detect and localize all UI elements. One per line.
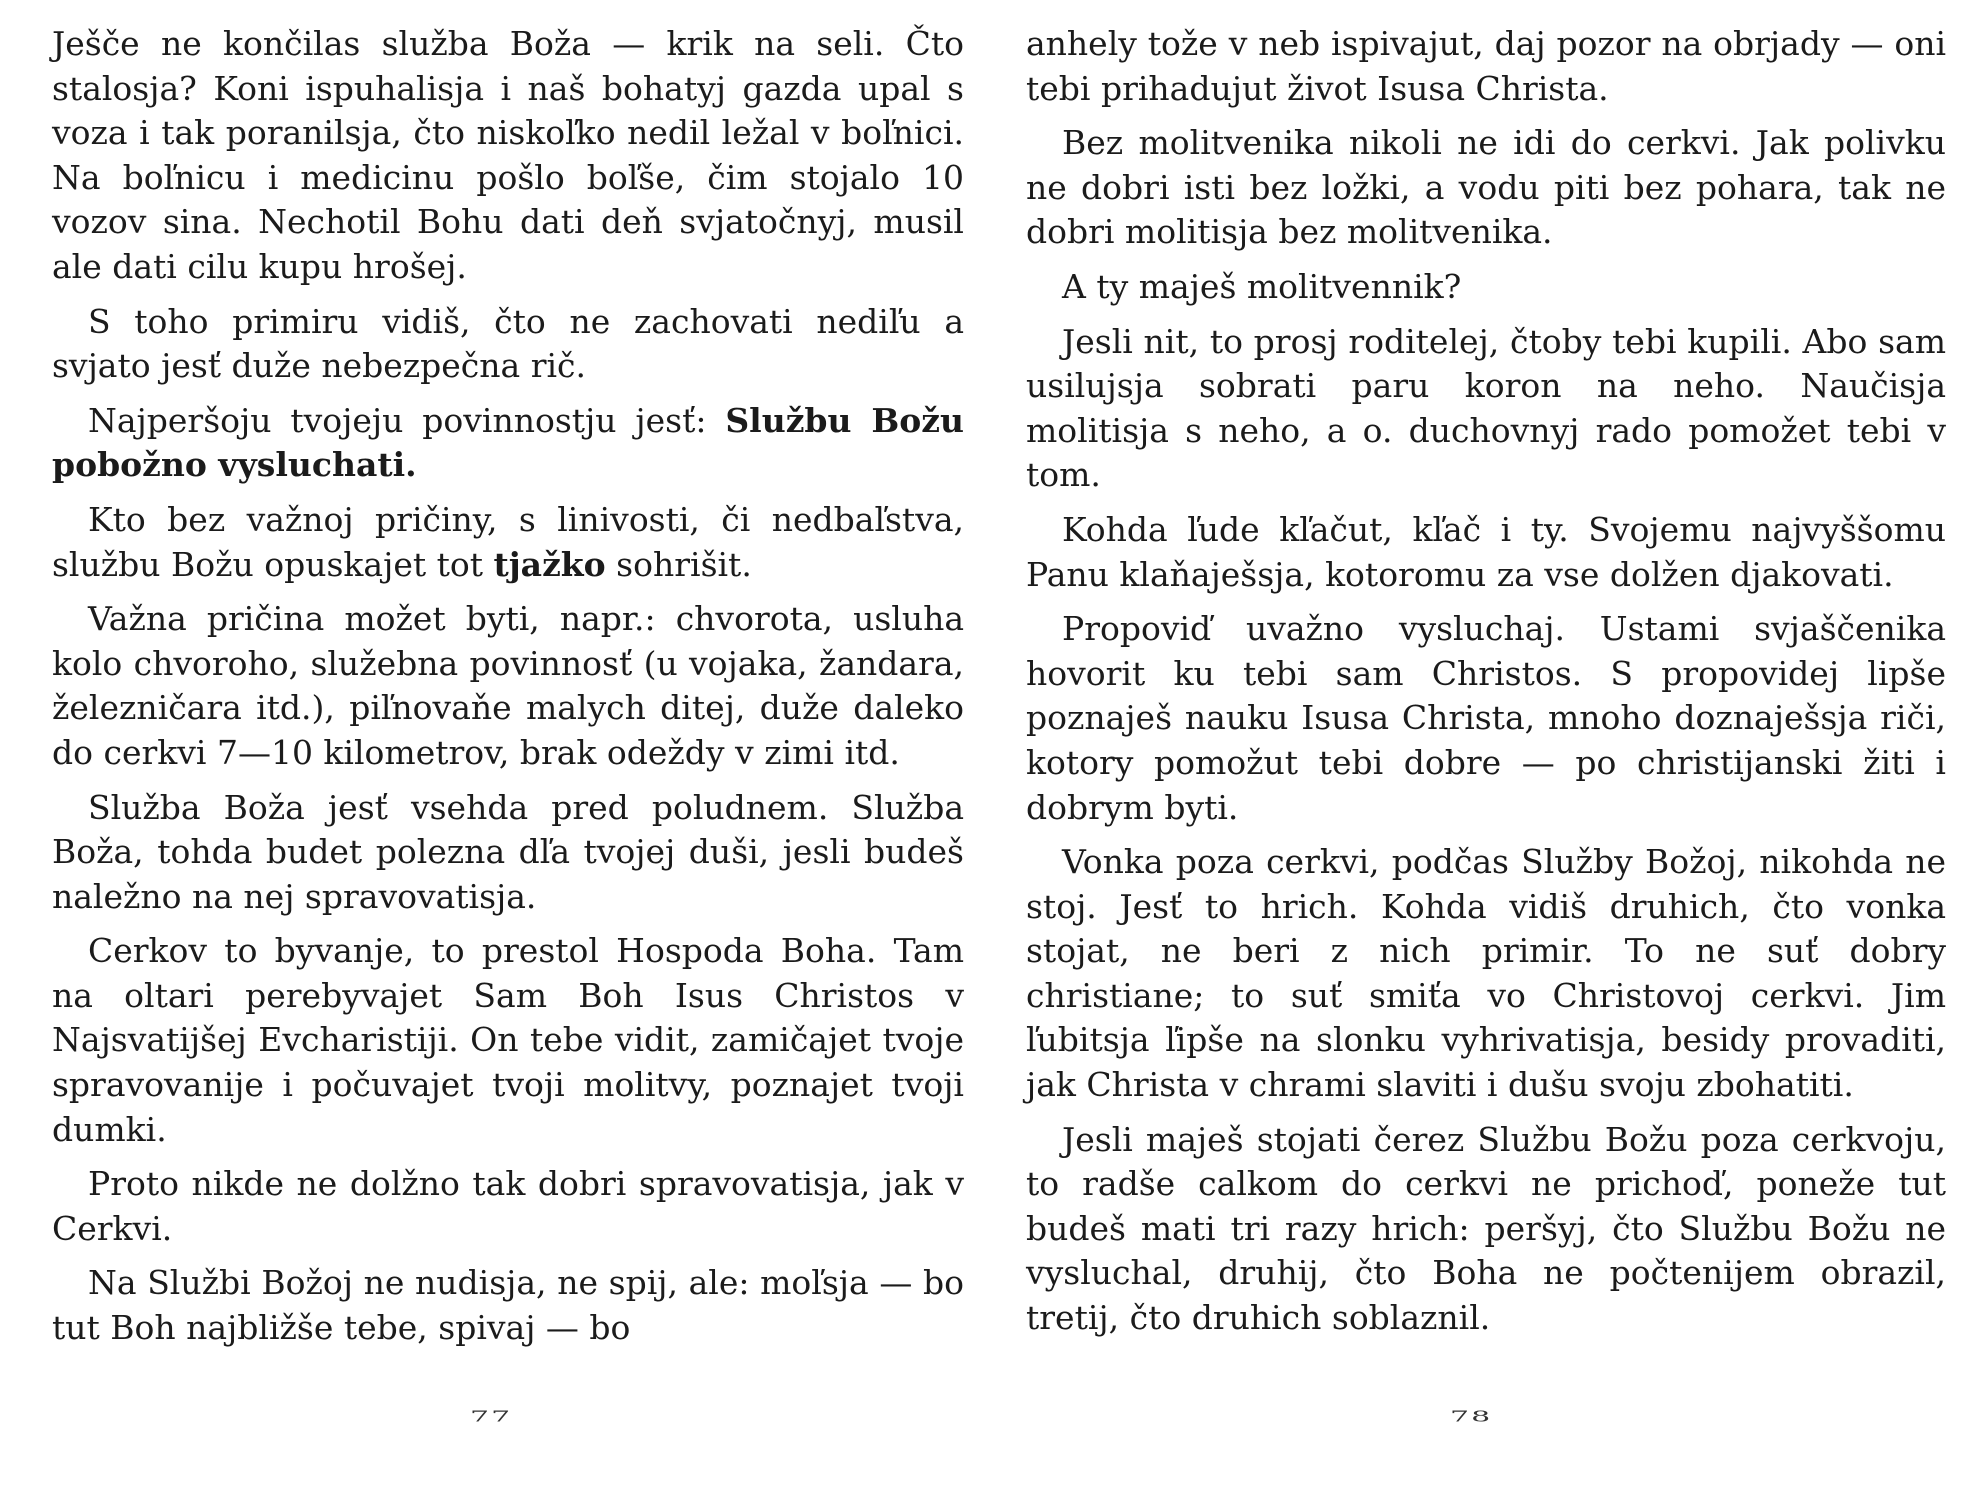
paragraph-text: Proto nikde ne dolžno tak dobri spravovatisja, jak v Cerkvi. (52, 1164, 964, 1248)
emphasized-text: tjažko (493, 544, 606, 584)
paragraph (1026, 840, 1946, 1108)
paragraph (1026, 22, 1946, 111)
paragraph-text: Propoviď uvažno vysluchaj. Ustami svjaščenika hovorit ku tebi sam Christos. S propovidej lipše poznaješ nauku Isusa Christa, mnoho doznaješsja riči, kotory pomožut tebi dobre — po christijanski žiti i dobrym byti. (1026, 609, 1946, 827)
paragraph (52, 1162, 964, 1251)
right-page-text (1026, 22, 1946, 1341)
paragraph (52, 597, 964, 775)
paragraph-text: Bez molitvenika nikoli ne idi do cerkvi. Jak polivku ne dobri isti bez ložki, a vodu piti bez pohara, tak ne dobri molitisja bez molitvenika. (1026, 123, 1946, 252)
paragraph-text: Ješče ne končilas služba Boža — krik na seli. Čto stalosja? Koni ispuhalisja i naš bohatyj gazda upal s voza i tak poranilsja, čto niskoľko nedil ležal v boľnici. Na boľnicu i medicinu pošlo boľše, čim stojalo 10 vozov sina. Nechotil Bohu dati deň svjatočnyj, musil ale dati cilu kupu hrošej. (52, 24, 964, 286)
left-page-text (52, 22, 964, 1351)
paragraph (1026, 607, 1946, 830)
paragraph (52, 786, 964, 920)
paragraph-text: Najperšoju tvojeju povinnostju jesť: (88, 400, 726, 440)
paragraph (1026, 1118, 1946, 1341)
paragraph-text: Jesli maješ stojati čerez Službu Božu poza cerkvoju, to radše calkom do cerkvi ne prichoď, poneže tut budeš mati tri razy hrich: peršyj, čto Službu Božu ne vysluchal, druhij, čto Boha ne počtenijem obrazil, tretij, čto druhich soblaznil. (1026, 1119, 1946, 1338)
paragraph-text: Kohda ľude kľačut, kľač i ty. Svojemu najvyššomu Panu klaňaješsja, kotoromu za vse dolžen djakovati. (1026, 509, 1946, 594)
paragraph (52, 399, 964, 488)
paragraph-text: Važna pričina možet byti, napr.: chvorota, usluha kolo chvoroho, služebna povinnosť (u vojaka, žandara, železničara itd.), piľnovaňe malych ditej, duže daleko do cerkvi 7—10 kilometrov, brak odeždy v zimi itd. (52, 599, 964, 772)
paragraph (52, 22, 964, 290)
right-page (1026, 22, 1946, 1462)
paragraph-text: Kto bez važnoj pričiny, s linivosti, či nedbaľstva, službu Božu opuskajet tot (52, 499, 964, 584)
paragraph-text: Na Službi Božoj ne nudisja, ne spij, ale: moľsja — bo tut Boh najbližše tebe, spivaj — bo (52, 1263, 964, 1348)
paragraph (1026, 265, 1946, 310)
emphasized-text: Službu Božu pobožno vysluchati. (52, 400, 965, 485)
paragraph (1026, 508, 1946, 597)
paragraph-text: S toho primiru vidiš, čto ne zachovati nediľu a svjato jesť duže nebezpečna rič. (52, 301, 964, 386)
right-page-number: 78 (1450, 1408, 1493, 1426)
paragraph-text: A ty maješ molitvennik? (1062, 266, 1462, 306)
paragraph (52, 300, 964, 389)
paragraph-text: sohrišit. (605, 544, 752, 584)
left-page-number: 77 (470, 1408, 513, 1426)
paragraph-text: Služba Boža jesť vsehda pred poludnem. Služba Boža, tohda budet polezna dľa tvojej duši, jesli budeš naležno na nej spravovatisja. (52, 787, 964, 916)
paragraph (1026, 320, 1946, 498)
left-page (52, 22, 964, 1462)
paragraph-text: Cerkov to byvanje, to prestol Hospoda Boha. Tam na oltari perebyvajet Sam Boh Isus Christos v Najsvatijšej Evcharistiji. On tebe vidit, zamičajet tvoje spravovanije i počuvajet tvoji molitvy, poznajet tvoji dumki. (52, 931, 964, 1149)
paragraph (52, 1261, 964, 1350)
paragraph (52, 929, 964, 1152)
paragraph-text: Jesli nit, to prosj roditelej, čtoby tebi kupili. Abo sam usilujsja sobrati paru koron na neho. Naučisja molitisja s neho, a o. duchovnyj rado pomožet tebi v tom. (1026, 321, 1946, 495)
paragraph (1026, 121, 1946, 255)
paragraph-text: anhely tože v neb ispivajut, daj pozor na obrjady — oni tebi prihadujut život Isusa Christa. (1026, 24, 1946, 108)
paragraph-text: Vonka poza cerkvi, podčas Služby Božoj, nikohda ne stoj. Jesť to hrich. Kohda vidiš druhich, čto vonka stojat, ne beri z nich primir. To ne suť dobry christiane; to suť smiťa vo Christovoj cerkvi. Jim ľubitsja ľipše na slonku vyhrivatisja, besidy provaditi, jak Christa v chrami slaviti i dušu svoju zbohatiti. (1026, 842, 1946, 1105)
paragraph (52, 498, 964, 587)
